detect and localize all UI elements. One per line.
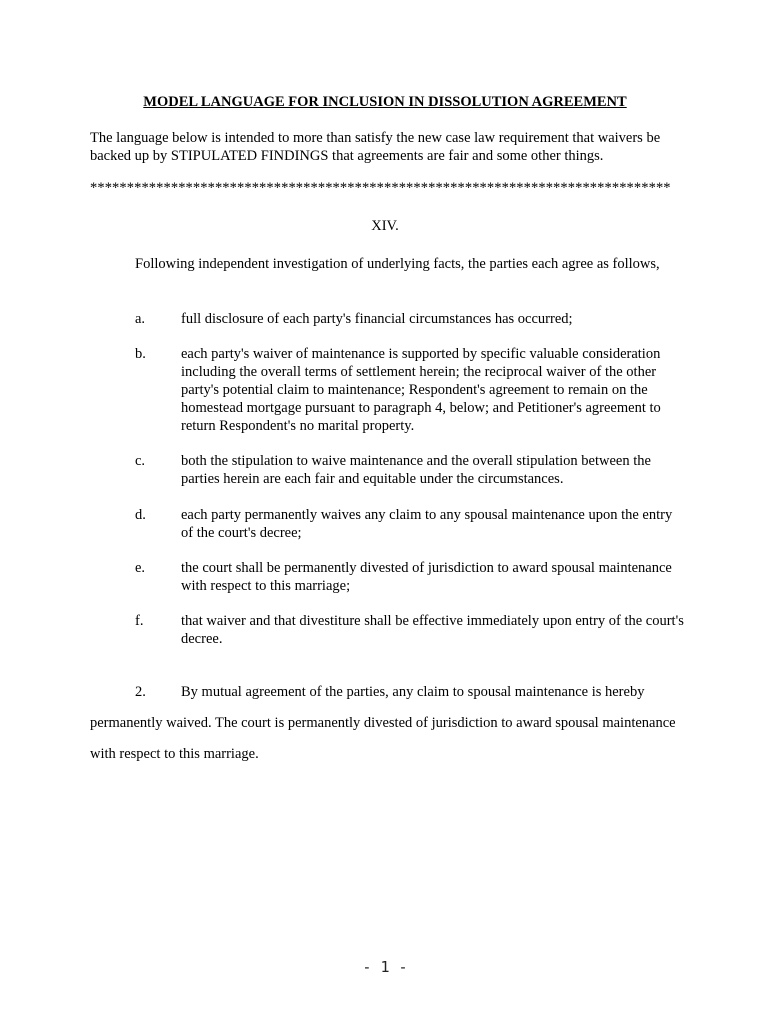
list-item-letter: e.: [135, 560, 146, 576]
lead-paragraph: Following independent investigation of underlying facts, the parties each agree as follows,: [135, 256, 660, 272]
list-item-letter: c.: [135, 453, 146, 469]
document-title: MODEL LANGUAGE FOR INCLUSION IN DISSOLUTION AGREEMENT: [143, 94, 627, 110]
list-item-text: each party permanently waives any claim to any spousal maintenance upon the entry of the court's decree;: [181, 507, 673, 541]
separator-line: *******************************************************************************: [90, 180, 671, 196]
section-number: XIV.: [371, 218, 399, 234]
list-item-letter: f.: [135, 613, 144, 629]
list-item-text: that waiver and that divestiture shall be effective immediately upon entry of the court's decree.: [181, 613, 684, 647]
list-item-text: each party's waiver of maintenance is supported by specific valuable consideration including the overall terms of settlement herein; the reciprocal waiver of the other party's potential claim to maintenance; Respondent's agreement to remain on the homestead mortgage pursuant to paragraph 4, below; and Petitioner's agreement to return Respondent's no marital property.: [181, 346, 661, 434]
list-item-letter: b.: [135, 346, 146, 362]
list-item-text: full disclosure of each party's financial circumstances has occurred;: [181, 311, 573, 327]
list-item-text: both the stipulation to waive maintenance and the overall stipulation between the parties herein are each fair and equitable under the circumstances.: [181, 453, 651, 487]
list-item-letter: d.: [135, 507, 146, 523]
intro-paragraph: The language below is intended to more than satisfy the new case law requirement that waivers be backed up by STIPULATED FINDINGS that agreements are fair and some other things.: [90, 130, 661, 164]
page-number: - 1 -: [362, 958, 408, 976]
list-item-text: the court shall be permanently divested of jurisdiction to award spousal maintenance with respect to this marriage;: [181, 560, 672, 594]
paragraph-number: 2.: [135, 684, 146, 700]
list-item-letter: a.: [135, 311, 146, 327]
paragraph-2: [90, 677, 690, 770]
paragraph-text: By mutual agreement of the parties, any claim to spousal maintenance is hereby permanently waived. The court is permanently divested of jurisdiction to award spousal maintenance with respect to this marriage.: [90, 684, 676, 762]
